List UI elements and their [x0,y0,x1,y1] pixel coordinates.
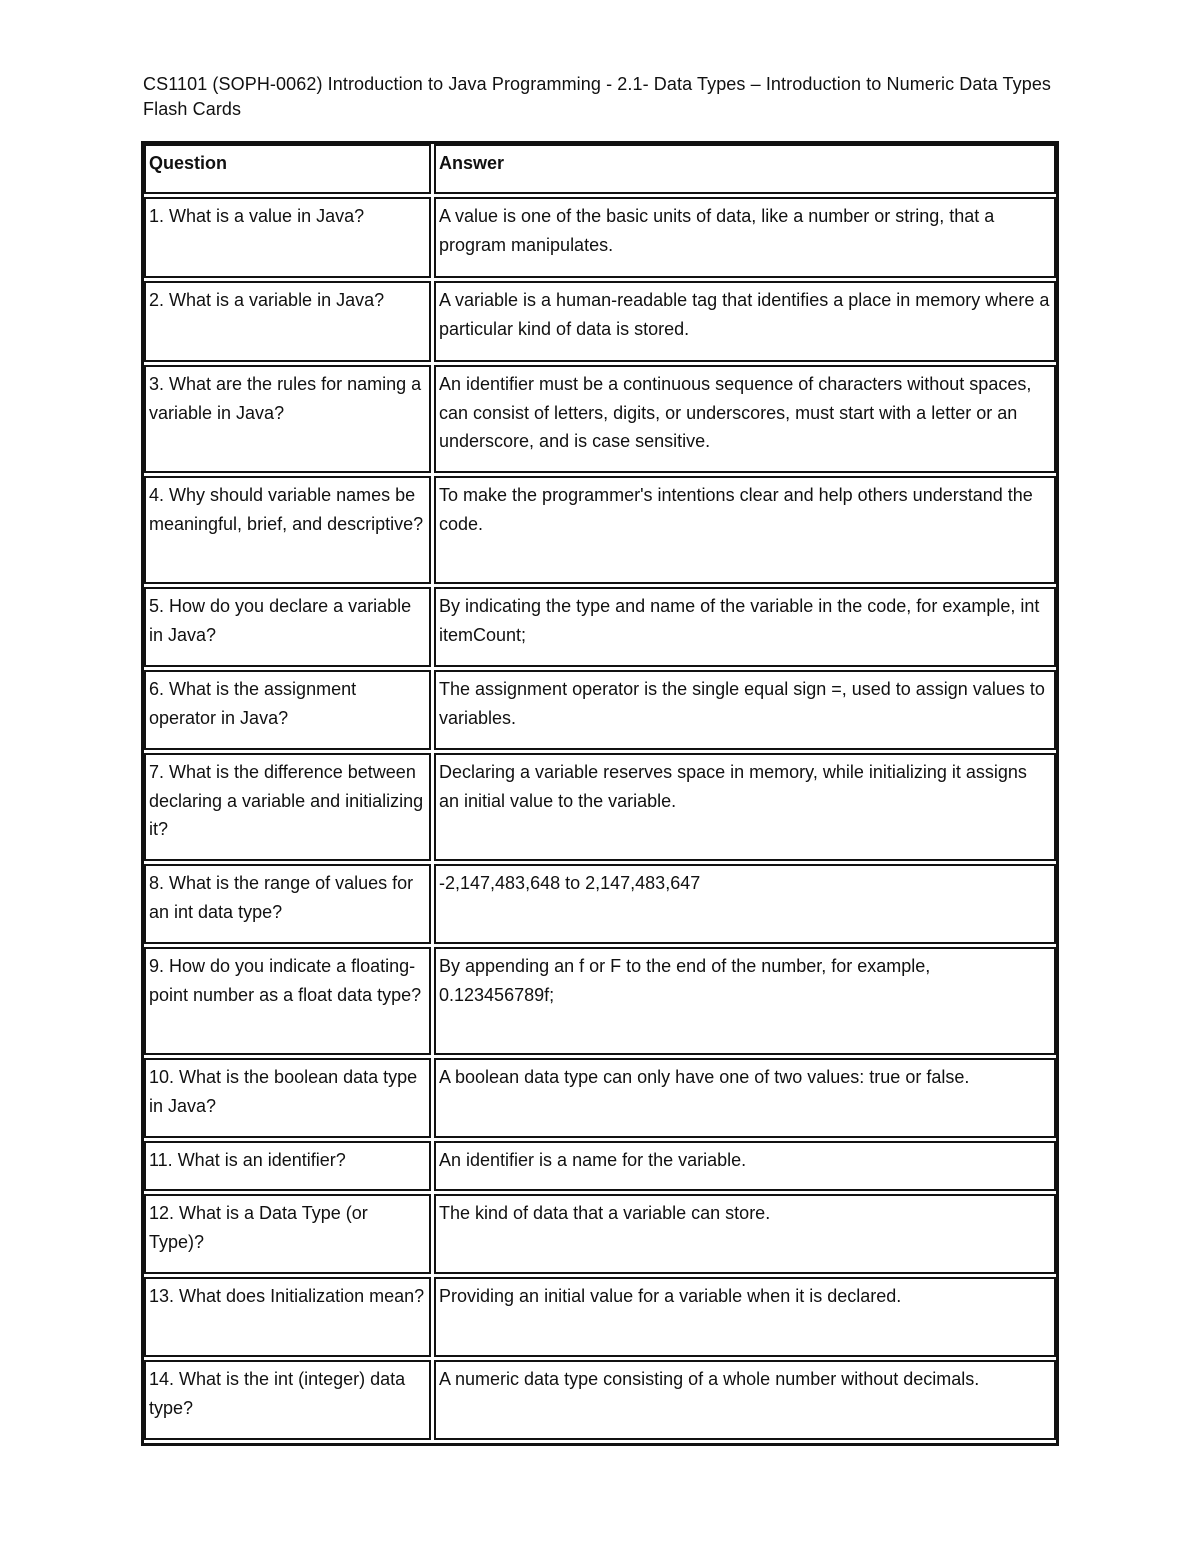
table-row [144,753,1056,861]
table-row [144,197,1056,278]
flash-cards-table-frame [141,141,1059,1446]
question-cell: 4. Why should variable names be meaningful, brief, and descriptive? [144,476,431,584]
answer-cell: Declaring a variable reserves space in memory, while initializing it assigns an initial value to the variable. [434,753,1056,861]
flash-cards-table [141,141,1059,1443]
question-cell: 1. What is a value in Java? [144,197,431,278]
answer-cell: A boolean data type can only have one of two values: true or false. [434,1058,1056,1138]
answer-cell: An identifier is a name for the variable. [434,1141,1056,1191]
table-row [144,947,1056,1055]
question-cell: 14. What is the int (integer) data type? [144,1360,431,1440]
table-row [144,670,1056,750]
question-cell: 12. What is a Data Type (or Type)? [144,1194,431,1274]
answer-cell: An identifier must be a continuous sequence of characters without spaces, can consist of letters, digits, or underscores, must start with a letter or an underscore, and is case sensitive. [434,365,1056,473]
answer-cell: The assignment operator is the single equal sign =, used to assign values to variables. [434,670,1056,750]
table-row [144,1058,1056,1138]
table-row [144,1360,1056,1440]
question-cell: 3. What are the rules for naming a variable in Java? [144,365,431,473]
answer-cell: Providing an initial value for a variable when it is declared. [434,1277,1056,1357]
question-cell: 13. What does Initialization mean? [144,1277,431,1357]
page-title: CS1101 (SOPH-0062) Introduction to Java Programming - 2.1- Data Types – Introduction to Numeric Data Types Flash Cards [143,74,1052,119]
table-row [144,1194,1056,1274]
table-row [144,365,1056,473]
table-row [144,1277,1056,1357]
table-row [144,587,1056,667]
table-row [144,476,1056,584]
question-cell: 10. What is the boolean data type in Java? [144,1058,431,1138]
answer-cell: A value is one of the basic units of data, like a number or string, that a program manipulates. [434,197,1056,278]
answer-cell: A numeric data type consisting of a whole number without decimals. [434,1360,1056,1440]
answer-cell: A variable is a human-readable tag that identifies a place in memory where a particular kind of data is stored. [434,281,1056,362]
question-cell: 5. How do you declare a variable in Java? [144,587,431,667]
answer-cell: To make the programmer's intentions clear and help others understand the code. [434,476,1056,584]
answer-column-header: Answer [434,144,1056,194]
table-row [144,281,1056,362]
question-cell: 6. What is the assignment operator in Java? [144,670,431,750]
answer-cell: The kind of data that a variable can store. [434,1194,1056,1274]
question-cell: 9. How do you indicate a floating-point number as a float data type? [144,947,431,1055]
answer-cell: By indicating the type and name of the variable in the code, for example, int itemCount; [434,587,1056,667]
question-cell: 11. What is an identifier? [144,1141,431,1191]
table-row [144,864,1056,944]
table-row [144,1141,1056,1191]
answer-cell: -2,147,483,648 to 2,147,483,647 [434,864,1056,944]
table-header-row [144,144,1056,194]
question-cell: 8. What is the range of values for an int data type? [144,864,431,944]
question-cell: 2. What is a variable in Java? [144,281,431,362]
answer-cell: By appending an f or F to the end of the number, for example, 0.123456789f; [434,947,1056,1055]
question-cell: 7. What is the difference between declaring a variable and initializing it? [144,753,431,861]
question-column-header: Question [144,144,431,194]
